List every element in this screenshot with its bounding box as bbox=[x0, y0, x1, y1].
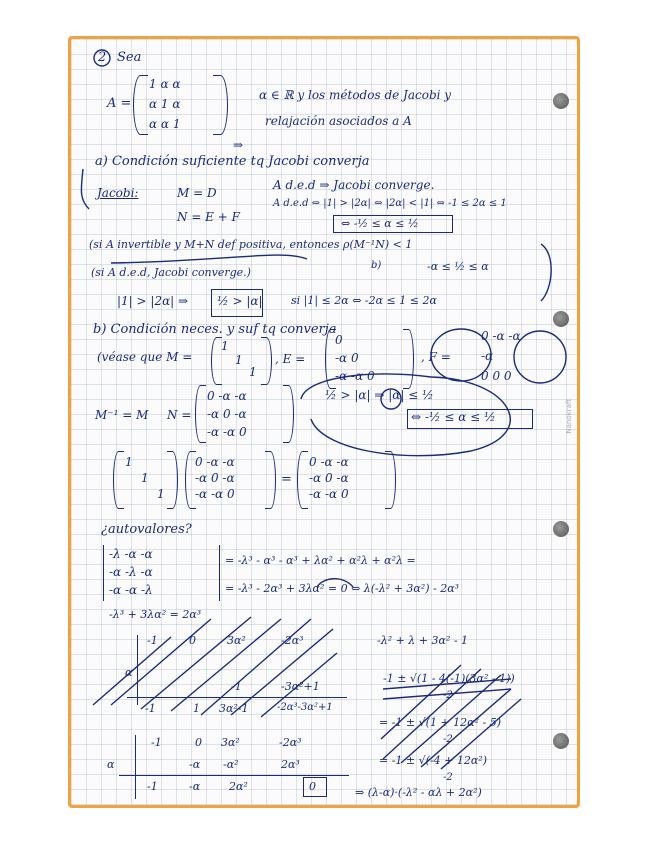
paren-right bbox=[403, 329, 414, 389]
det-bar-left bbox=[103, 545, 104, 601]
ruffini1-top: 3α² bbox=[227, 634, 246, 647]
matrix-a-label: A = bbox=[107, 96, 132, 111]
product-n-row: 0 -α -α bbox=[195, 455, 235, 469]
ruffini1-mid: -3α²+1 bbox=[281, 680, 320, 693]
paren-left bbox=[297, 451, 308, 509]
identity-row: 1 bbox=[125, 455, 133, 469]
ruffini2-top: -2α³ bbox=[279, 736, 302, 749]
abs-ineq: |1| > |2α| ⇒ bbox=[117, 294, 189, 308]
boxed-result: ⇔ -½ ≤ α ≤ ½ bbox=[341, 217, 419, 230]
n-row: -α 0 -α bbox=[207, 407, 247, 421]
quadratic-3-den: -2 bbox=[443, 734, 453, 745]
det-row: -α -λ -α bbox=[109, 565, 153, 579]
ruffini2-bottom: -α bbox=[189, 780, 201, 793]
quadratic-2: -1 ± √(1 - 4(-1)(3α² - 1)) bbox=[383, 672, 515, 685]
si-line3: si |1| ≤ 2α ⇔ -2α ≤ 1 ≤ 2α bbox=[291, 294, 437, 307]
m-row: 1 bbox=[235, 353, 243, 367]
f-row: 0 0 0 bbox=[481, 369, 512, 383]
result-row: -α -α 0 bbox=[309, 487, 349, 501]
m-row: 1 bbox=[249, 365, 257, 379]
ruffini1-alpha: α bbox=[125, 666, 133, 679]
det-expansion2: = -λ³ - 2α³ + 3λα² = 0 ⇔ λ(-λ² + 3α²) - 2α³ bbox=[225, 582, 460, 595]
ruffini1-bottom: 3α²-1 bbox=[219, 702, 249, 715]
ruffini2-alpha: α bbox=[107, 758, 115, 771]
intro-line1: α ∈ ℝ y los métodos de Jacobi y bbox=[259, 88, 452, 102]
matrix-a-row: α 1 α bbox=[149, 97, 181, 111]
m-inverse: M⁻¹ = M bbox=[95, 408, 149, 422]
e-label: , E = bbox=[275, 352, 306, 366]
ruffini2-mid: -α² bbox=[223, 758, 239, 771]
n-row: 0 -α -α bbox=[207, 389, 247, 403]
det-row: -α -α -λ bbox=[109, 583, 153, 597]
quadratic-3: = -1 ± √(1 + 12α² - 5) bbox=[379, 716, 501, 729]
paren-right bbox=[167, 451, 178, 509]
frac-ineq: ½ > |α| bbox=[217, 294, 263, 308]
ruffini1-top: -2α³ bbox=[281, 634, 304, 647]
part-a-title: a) Condición suficiente tq Jacobi converja bbox=[95, 154, 370, 169]
cubic-eq: -λ³ + 3λα² = 2α³ bbox=[109, 608, 202, 621]
e-row: -α 0 bbox=[335, 351, 359, 365]
notebook-page bbox=[68, 36, 580, 808]
b-label: b) bbox=[371, 260, 382, 271]
eigen-title: ¿autovalores? bbox=[101, 522, 192, 537]
product-n-row: -α -α 0 bbox=[195, 487, 235, 501]
paren-right bbox=[213, 75, 228, 135]
n-row: -α -α 0 bbox=[207, 425, 247, 439]
ruffini2-top: 0 bbox=[195, 736, 202, 749]
ruffini1-bar bbox=[137, 635, 138, 705]
ruffini2-rule bbox=[119, 775, 349, 776]
result-row: 0 -α -α bbox=[309, 455, 349, 469]
condition-line2: ⇔ -½ ≤ α ≤ ½ bbox=[411, 410, 496, 424]
part-b-title: b) Condición neces. y suf tq converja bbox=[93, 322, 337, 337]
ruffini1-top: -1 bbox=[147, 634, 158, 647]
sea-label: Sea bbox=[117, 50, 142, 65]
ded-line2: A d.e.d ⇔ |1| > |2α| ⇔ |2α| < |1| ⇔ -1 ≤ 2α ≤ 1 bbox=[273, 198, 507, 209]
condition-line1: ½ > |α| ⇒ |α| ≤ ½ bbox=[325, 388, 434, 402]
n-label: N = bbox=[167, 408, 192, 422]
ruffini1-rule bbox=[127, 697, 347, 698]
paper-brand: Nanokraft bbox=[565, 399, 573, 434]
m-equals-d: M = D bbox=[177, 186, 217, 200]
si-line2: (si A d.e.d, Jacobi converge.) bbox=[91, 266, 251, 279]
equals-sign: = bbox=[281, 472, 292, 487]
implies-arrow: ⇒ bbox=[233, 138, 244, 152]
vease-label: (véase que M = bbox=[97, 350, 193, 364]
ruffini1-bottom: -1 bbox=[145, 702, 156, 715]
ruffini1-bottom: -2α³-3α²+1 bbox=[277, 702, 333, 713]
matrix-a-row: 1 α α bbox=[149, 77, 181, 91]
m-row: 1 bbox=[221, 339, 229, 353]
quadratic-4-den: -2 bbox=[443, 772, 453, 783]
f-row: -α bbox=[481, 349, 494, 363]
paren-left bbox=[195, 385, 206, 443]
intro-line2: relajación asociados a A bbox=[265, 114, 412, 128]
ruffini2-top: 3α² bbox=[221, 736, 240, 749]
ruffini2-bottom: 0 bbox=[309, 780, 316, 793]
identity-row: 1 bbox=[141, 471, 149, 485]
quadratic-4: = -1 ± √(-4 + 12α²) bbox=[379, 754, 487, 767]
det-row: -λ -α -α bbox=[109, 547, 153, 561]
paren-right bbox=[385, 451, 396, 509]
identity-row: 1 bbox=[157, 487, 165, 501]
product-n-row: -α 0 -α bbox=[195, 471, 235, 485]
exercise-number: 2 bbox=[98, 50, 107, 65]
ruffini1-top: 0 bbox=[189, 634, 196, 647]
det-bar-right bbox=[219, 545, 220, 601]
paren-left bbox=[113, 451, 124, 509]
paren-right bbox=[265, 451, 276, 509]
n-equals-e-f: N = E + F bbox=[177, 210, 240, 224]
matrix-a-row: α α 1 bbox=[149, 117, 181, 131]
si-line1: (si A invertible y M+N def positiva, entonces ρ(M⁻¹N) < 1 bbox=[89, 238, 413, 251]
f-row: 0 -α -α bbox=[481, 329, 521, 343]
paren-left bbox=[133, 75, 148, 135]
ruffini2-bottom: 2α² bbox=[229, 780, 248, 793]
ruffini1-mid: -1 bbox=[231, 680, 242, 693]
paren-right bbox=[283, 385, 294, 443]
alpha-range: -α ≤ ½ ≤ α bbox=[427, 260, 489, 273]
e-row: -α -α 0 bbox=[335, 369, 375, 383]
f-label: , F = bbox=[421, 350, 451, 364]
quadratic-1: -λ² + λ + 3α² - 1 bbox=[377, 634, 469, 647]
ruffini2-bottom: -1 bbox=[147, 780, 158, 793]
e-row: 0 bbox=[335, 333, 343, 347]
final-factorization: ⇒ (λ-α)·(-λ² - αλ + 2α²) bbox=[355, 786, 482, 799]
ruffini2-top: -1 bbox=[151, 736, 162, 749]
quadratic-2-den: -2 bbox=[443, 690, 453, 701]
result-row: -α 0 -α bbox=[309, 471, 349, 485]
det-expansion1: = -λ³ - α³ - α³ + λα² + α²λ + α²λ = bbox=[225, 554, 416, 567]
ruffini2-mid: -α bbox=[189, 758, 201, 771]
ded-line1: A d.e.d ⇒ Jacobi converge. bbox=[273, 178, 435, 192]
ruffini1-bottom: 1 bbox=[193, 702, 200, 715]
paren-right bbox=[261, 337, 272, 385]
ruffini2-bar bbox=[135, 735, 136, 799]
jacobi-label: Jacobi: bbox=[97, 186, 139, 200]
ruffini2-mid: 2α³ bbox=[281, 758, 300, 771]
